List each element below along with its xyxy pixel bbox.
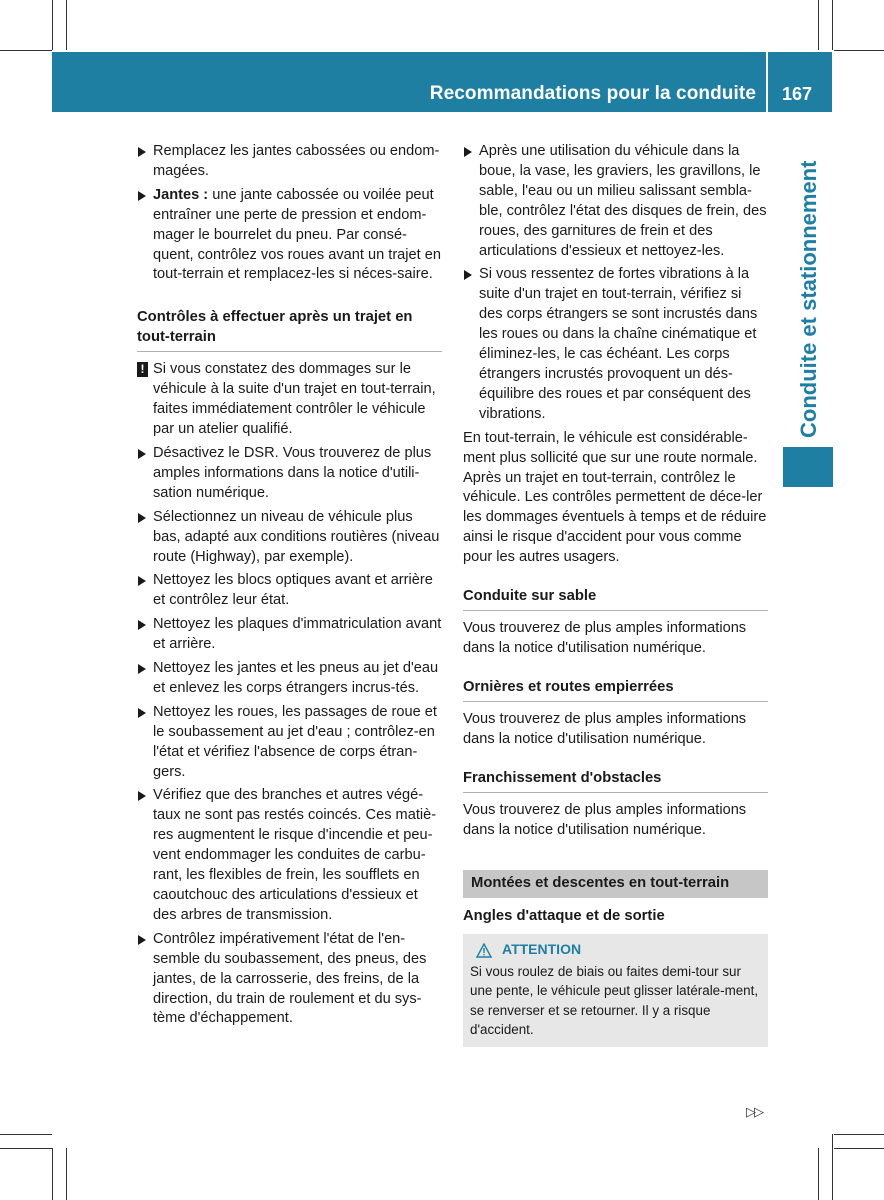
list-item: Désactivez le DSR. Vous trouverez de plus amples informations dans la notice d'utili-sation numérique. bbox=[137, 444, 442, 504]
warning-triangle-icon bbox=[476, 943, 492, 958]
list-item: Nettoyez les plaques d'immatriculation avant et arrière. bbox=[137, 615, 442, 655]
crop-mark bbox=[818, 0, 819, 50]
bullet-arrow-icon bbox=[138, 449, 146, 459]
list-item: Jantes : une jante cabossée ou voilée peut entraîner une perte de pression et endom-mager le bourrelet du pneu. Par consé-quent, contrôlez vos roues avant un trajet en tout-terrain et remplacez-les si néces-saire. bbox=[137, 186, 442, 286]
list-item: Remplacez les jantes cabossées ou endom- magées. bbox=[137, 142, 442, 182]
crop-mark bbox=[834, 1148, 884, 1149]
page-number-box bbox=[768, 52, 832, 112]
bullet-arrow-icon bbox=[138, 935, 146, 945]
crop-mark bbox=[834, 1134, 884, 1135]
chapter-heading: Montées et descentes en tout-terrain bbox=[463, 870, 768, 898]
crop-mark bbox=[832, 1134, 833, 1200]
page-title: Recommandations pour la conduite bbox=[429, 83, 756, 104]
crop-mark bbox=[66, 0, 67, 50]
caution-label: ATTENTION bbox=[502, 941, 582, 958]
crop-mark bbox=[0, 1134, 52, 1135]
section-heading: Contrôles à effectuer après un trajet en tout-terrain bbox=[137, 307, 442, 352]
crop-mark bbox=[52, 0, 53, 50]
bullet-arrow-icon bbox=[138, 191, 146, 201]
bullet-arrow-icon bbox=[138, 513, 146, 523]
bullet-arrow-icon bbox=[138, 147, 146, 157]
caution-header bbox=[470, 940, 761, 960]
body-paragraph: Vous trouverez de plus amples informations dans la notice d'utilisation numérique. bbox=[463, 620, 747, 656]
bullet-arrow-icon bbox=[464, 147, 472, 157]
list-item: Après une utilisation du véhicule dans la boue, la vase, les graviers, les gravillons, le sable, l'eau ou un milieu salissant sembla-ble, contrôlez l'état des disques de frein, des roues, des garnitures de frein et des articulations d'essieux et nettoyez-les. bbox=[463, 142, 768, 261]
list-item: Nettoyez les blocs optiques avant et arrière et contrôlez leur état. bbox=[137, 571, 442, 611]
crop-mark bbox=[0, 50, 52, 51]
page-number: 167 bbox=[782, 84, 813, 104]
bullet-arrow-icon bbox=[464, 270, 472, 280]
list-item: Nettoyez les roues, les passages de roue et le soubassement au jet d'eau ; contrôlez-en l'état et vérifiez l'absence de corps étran-gers. bbox=[137, 703, 442, 783]
crop-mark bbox=[832, 0, 833, 50]
chapter-tab-marker bbox=[783, 447, 833, 487]
crop-mark bbox=[818, 1148, 819, 1200]
chapter-tab-label: Conduite et stationnement bbox=[796, 160, 821, 438]
crop-mark bbox=[66, 1148, 67, 1200]
section-heading: Ornières et routes empierrées bbox=[463, 677, 768, 702]
list-item: Vérifiez que des branches et autres végé-taux ne sont pas restés coincés. Ces matiè-res augmentent le risque d'incendie et peu-vent endommager les conduites de carbu-rant, les flexibles de frein, les soufflets en caoutchouc des articulations d'essieux et des arbres de transmission. bbox=[137, 786, 442, 925]
body-paragraph: Vous trouverez de plus amples informations dans la notice d'utilisation numérique. bbox=[463, 710, 747, 747]
left-column bbox=[137, 142, 442, 1033]
list-item: Si vous ressentez de fortes vibrations à la suite d'un trajet en tout-terrain, vérifiez si des corps étrangers se sont incrustés dans les roues ou dans la chaîne cinématique et éliminez-les, le cas échéant. Les corps étrangers incrustés provoquent un dés-équilibre des roues et par conséquent des vibrations. bbox=[463, 265, 768, 424]
bullet-arrow-icon bbox=[138, 664, 146, 674]
crop-mark bbox=[52, 1148, 53, 1200]
caution-box bbox=[463, 934, 768, 1047]
crop-mark bbox=[0, 1148, 52, 1149]
list-item: Nettoyez les jantes et les pneus au jet d'eau et enlevez les corps étrangers incrus-tés. bbox=[137, 659, 442, 699]
body-paragraph: Vous trouverez de plus amples informations dans la notice d'utilisation numérique. bbox=[463, 801, 747, 838]
list-item: Sélectionnez un niveau de véhicule plus bas, adapté aux conditions routières (niveau route (Highway), par exemple). bbox=[137, 508, 442, 568]
sub-heading: Angles d'attaque et de sortie bbox=[463, 908, 665, 925]
crop-mark bbox=[834, 50, 884, 51]
section-heading: Conduite sur sable bbox=[463, 586, 768, 611]
bullet-arrow-icon bbox=[138, 791, 146, 801]
bullet-arrow-icon bbox=[138, 708, 146, 718]
section-heading: Franchissement d'obstacles bbox=[463, 768, 768, 793]
right-column bbox=[463, 142, 768, 1047]
list-item: Contrôlez impérativement l'état de l'en-semble du soubassement, des pneus, des jantes, de la carrosserie, des freins, de la direction, du train de roulement et du sys-tème d'échappement. bbox=[137, 930, 442, 1030]
page-header bbox=[52, 52, 766, 112]
exclamation-icon: ! bbox=[137, 362, 148, 377]
bullet-arrow-icon bbox=[138, 576, 146, 586]
warning-note: ! Si vous constatez des dommages sur le véhicule à la suite d'un trajet en tout-terrain, faites immédiatement contrôler le véhicule par un atelier qualifié. bbox=[137, 360, 442, 440]
body-paragraph: En tout-terrain, le véhicule est considérable-ment plus sollicité que sur une route normale. Après un trajet en tout-terrain, contrôlez le véhicule. Les contrôles permettent de déce-ler les dommages éventuels à temps et de réduire ainsi le risque d'accident pour vous comme pour les autres usagers. bbox=[463, 429, 767, 566]
continue-marker: ▷▷ bbox=[746, 1104, 762, 1119]
bullet-arrow-icon bbox=[138, 620, 146, 630]
caution-text: Si vous roulez de biais ou faites demi-tour sur une pente, le véhicule peut glisser latérale-ment, se renverser et se retourner. Il y a risque d'accident. bbox=[470, 963, 759, 1038]
